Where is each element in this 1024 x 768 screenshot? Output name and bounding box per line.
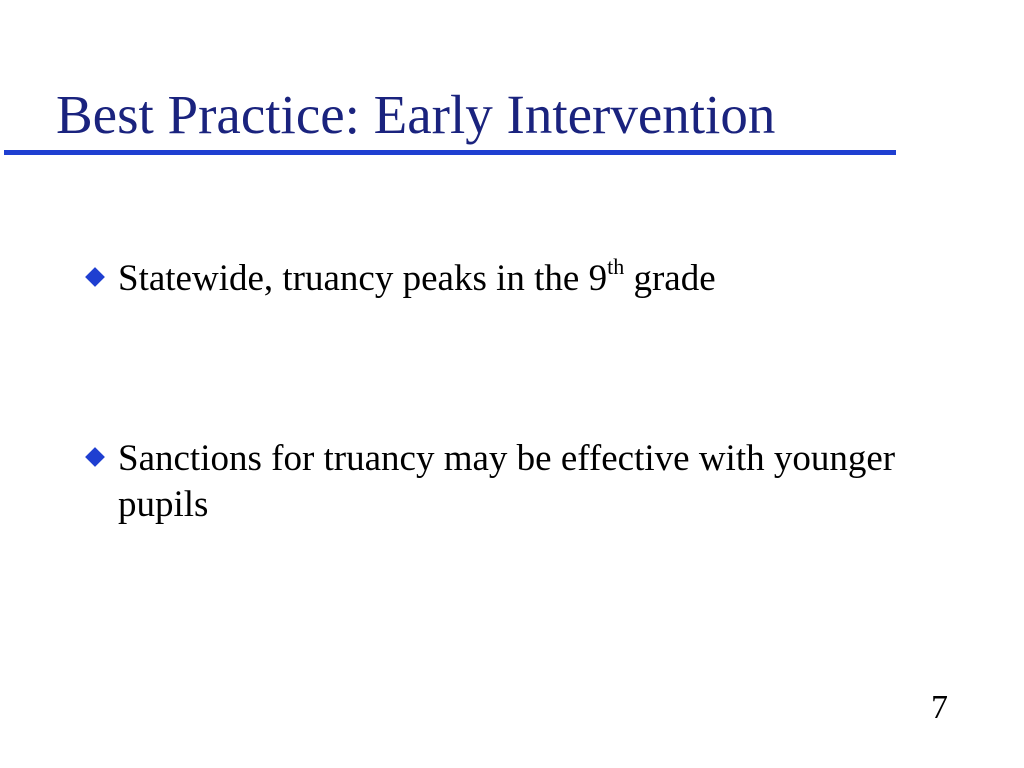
title-underline — [4, 150, 896, 155]
bullet-text-main: Statewide, truancy peaks in the 9 — [118, 258, 608, 299]
bullet-item — [84, 256, 716, 302]
diamond-bullet-icon — [84, 436, 110, 482]
bullet-text: Sanctions for truancy may be effective with younger pupils — [118, 438, 896, 525]
ordinal-superscript: th — [607, 254, 625, 279]
bullet-item — [84, 436, 918, 528]
diamond-bullet-icon — [84, 256, 110, 302]
bullet-text — [118, 256, 716, 302]
page-number: 7 — [931, 689, 948, 726]
slide-title: Best Practice: Early Intervention — [56, 84, 776, 145]
bullet-text-end: grade — [624, 258, 716, 299]
